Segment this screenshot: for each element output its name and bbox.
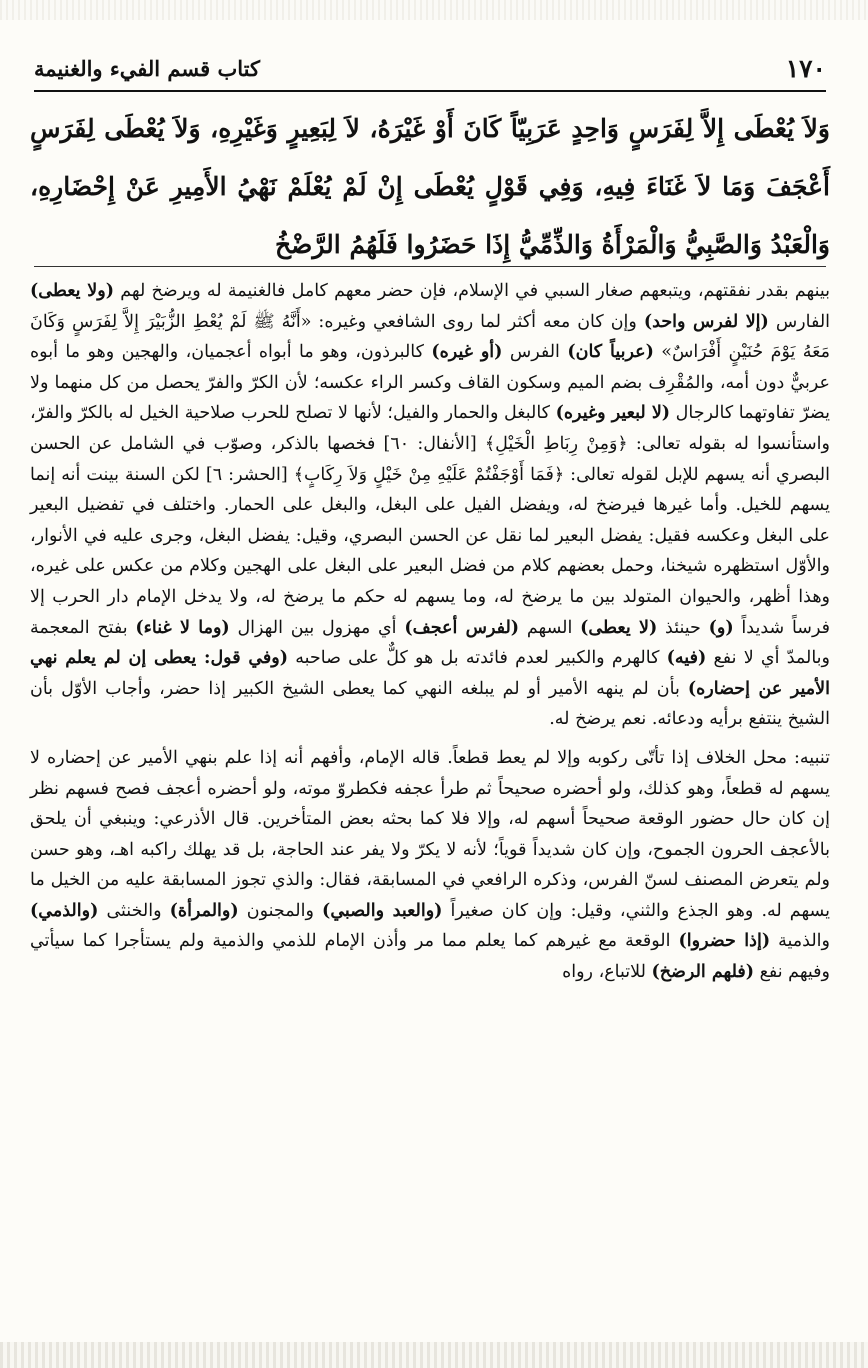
commentary-text: الفرس [502,342,568,363]
running-title: كتاب قسم الفيء والغنيمة [34,55,260,81]
header-rule [34,90,826,92]
scan-edge-top [0,0,868,20]
commentary-text: تنبيه: محل الخلاف إذا تأتّى ركوبه وإلا لم يعط قطعاً. قاله الإمام، وأفهم أنه إذا علم بنهي الأمير عن إحضاره لا يسهم له قطعاً، وهو كذلك، ولو أحضره صحيحاً ثم طرأ عجفه فكطروّ موته، ولو أحضره أعجف فصح فسهم نظر إن كان حال حضور الوقعة صحيحاً أسهم له، وإلا فلا كما بحثه بعض المتأخرين. قال الأذرعي: وينبغي أن يلحق بالأعجف الحرون الجموح، وإن كان شديداً قوياً؛ لأنه لا يكرّ ولا يفر عند الحاجة، بل قد يهلك راكبه اهـ، وهو حسن ولم يتعرض المصنف لسنّ الفرس، وذكره الرافعي في المسابقة، فقال: والذي تجوز المسابقة عليه من الخيل ما يسهم له. وهو الجذع والثني، وقيل: وإن كان صغيراً [30,747,831,921]
matn-quote: (و) [708,617,734,638]
commentary-text: الوقعة مع غيرهم كما يعلم مما مر وأذن الإمام للذمي والذمية ولم يستأجرا كما سيأتي وفيهم نفع [30,931,830,983]
commentary-text: بفتح المعجمة وبالمدّ أي لا نفع [30,617,831,669]
matn-quote: (وفي قول: يعطى إن لم يعلم نهي الأمير عن إحضاره) [30,648,830,699]
commentary-paragraph-1 [30,276,830,735]
matn-paragraph: وَلاَ يُعْطَى إِلاَّ لِفَرَسٍ وَاحِدٍ عَرَبِيّاً كَانَ أَوْ غَيْرَهُ، لاَ لِبَعِيرٍ وَغَيْرِهِ، وَلاَ يُعْطَى لِفَرَسٍ أَعْجَفَ وَمَا لاَ غَنَاءَ فِيهِ، وَفِي قَوْلٍ يُعْطَى إِنْ لَمْ يُعْلَمْ نَهْيُ الأَمِيرِ عَنْ إِحْضَارِهِ، وَالْعَبْدُ وَالصَّبِيُّ وَالْمَرْأَةُ وَالذِّمِّيُّ إِذَا حَضَرُوا فَلَهُمُ الرَّضْخُ [30,114,830,259]
matn-quote: (عربياً كان) [567,342,654,363]
commentary-text: والمجنون [238,900,323,921]
page-header [34,48,826,88]
scan-edge-bottom [0,1342,868,1368]
commentary-text: للاتباع، رواه [562,962,652,983]
commentary-text: وإن كان معه أكثر لما روى الشافعي وغيره: «أَنَّهُ ﷺ لَمْ يُعْطِ الزُّبَيْرَ إِلاَّ لِفَرَسٍ وَكَانَ مَعَهُ يَوْمَ حُنَيْنٍ أَفْرَاسٌ» [30,311,830,363]
commentary-text: كالهرم والكبير لعدم فائدته بل هو كلٌّ على صاحبه [288,648,667,669]
matn-quote: (لا يعطى) [580,617,658,638]
matn-quote: (وما لا غناء) [135,617,230,638]
matn-quote: (فيه) [666,648,707,669]
section-divider [34,266,826,267]
commentary-text: كالبرذون، وهو ما أبواه أعجميان، والهجين وهو ما أبوه عربيٌّ دون أمه، والمُقْرِف بضم الميم وسكون القاف وكسر الراء عكسه؛ لأن الكرّ والفرّ يحصل من كل منهما ولا يضرّ تفاوتهما كالرجال [30,342,830,424]
commentary-text: كالبغل والحمار والفيل؛ لأنها لا تصلح للحرب صلاحية الخيل له بالكرّ والفرّ، واستأنسوا له بقوله تعالى: ﴿وَمِنْ رِبَاطِ الْخَيْلِ﴾ [الأنفال: ٦٠] فخصها بالذكر، وصوّب في الشامل عن الحسن البصري أنه يسهم للإبل لقوله تعالى: ﴿فَمَا أَوْجَفْتُمْ عَلَيْهِ مِنْ خَيْلٍ وَلاَ رِكَابٍ﴾ [الحشر: ٦] لكن السنة بينت أنه إنما يسهم للخيل. وأما غيرها فيرضخ له، ويفضل الفيل على البغل، والبغل على الحمار. واختلف في تفضيل البعير على البغل وعكسه فقيل: يفضل البعير لما نقل عن الحسن البصري، وقيل: يفضل البغل، وجرى عليه في الأنوار، والأوّل استظهره شيخنا، وحمل بعضهم كلام من فضل البعير على البغل على الهجين وكلام من عكس على غيره، وهذا أظهر، والحيوان المتولد بين ما يرضخ له، وما يسهم له حكم ما يرضخ له، ولا يدخل الإمام دار الحرب إلا فرساً شديداً [30,403,830,638]
matn-quote: (إلا لفرس واحد) [643,311,769,332]
commentary-block [30,276,830,988]
matn-quote: (إذا حضروا) [678,931,771,952]
matn-text-block [30,100,830,274]
commentary-text: أي مهزول بين الهزال [229,617,405,638]
commentary-text: والذمية [770,931,830,952]
commentary-text: بأن لم ينهه الأمير أو لم يبلغه النهي كما يعطى الشيخ الكبير إذا حضر، وأجاب الأوّل بأن الشيخ ينتفع برأيه ودعائه. نعم يرضخ له. [30,678,830,730]
commentary-paragraph-2 [30,743,830,988]
matn-quote: (والمرأة) [169,900,239,921]
matn-quote: (فلهم الرضخ) [651,962,755,983]
matn-quote: (لفرس أعجف) [404,617,520,638]
commentary-text: والخنثى [98,900,170,921]
page-number: ١٧٠ [785,53,826,83]
matn-quote: (والذمي) [30,900,99,921]
commentary-text: بينهم بقدر نفقتهم، ويتبعهم صغار السبي في الإسلام، فإن حضر معهم كامل فالغنيمة له ويرضخ لهم [114,281,830,301]
commentary-text: الفارس [768,311,831,332]
matn-quote: (ولا يعطى) [30,281,115,301]
commentary-text: السهم [519,617,581,638]
commentary-text: حينئذ [657,617,709,638]
matn-quote: (والعبد والصبي) [322,900,443,921]
matn-quote: (لا لبعير وغيره) [555,403,671,424]
matn-quote: (أو غيره) [431,342,503,363]
